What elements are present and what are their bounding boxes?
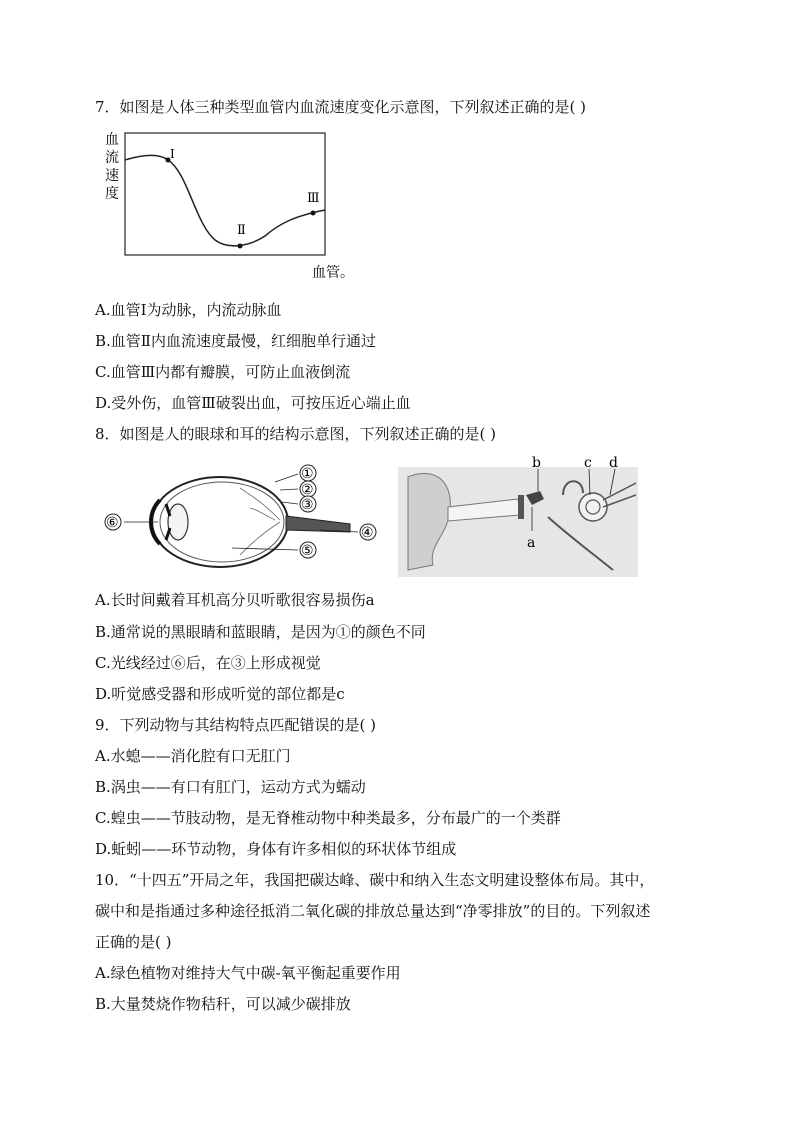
- optic-nerve: [286, 516, 350, 532]
- point-iii: [311, 211, 316, 216]
- point-label-iii: Ⅲ: [307, 191, 320, 206]
- q8-stem: 8．如图是人的眼球和耳的结构示意图，下列叙述正确的是( ): [95, 425, 497, 443]
- q10-stem-line-2: 碳中和是指通过多种途径抵消二氧化碳的排放总量达到“净零排放”的目的。下列叙述: [95, 902, 651, 920]
- eye-label-3: ③: [301, 497, 314, 513]
- eye-label-6: ⑥: [106, 515, 119, 531]
- ear-label-d: d: [609, 455, 618, 471]
- ear-label-c: c: [584, 455, 592, 471]
- q7-option-a: A.血管Ⅰ为动脉，内流动脉血: [95, 301, 282, 319]
- q8-option-c: C.光线经过⑥后，在③上形成视觉: [95, 654, 321, 672]
- graph-frame: [125, 133, 325, 255]
- eye-diagram: [100, 460, 385, 575]
- point-label-i: Ⅰ: [170, 147, 175, 161]
- q7-option-b: B.血管Ⅱ内血流速度最慢，红细胞单行通过: [95, 332, 376, 350]
- q8-option-b: B.通常说的黑眼睛和蓝眼睛，是因为①的颜色不同: [95, 623, 426, 641]
- flow-curve: [125, 156, 325, 246]
- q10-stem-line-1: 10．“十四五”开局之年，我国把碳达峰、碳中和纳入生态文明建设整体布局。其中，: [95, 871, 655, 889]
- q9-option-b: B.涡虫——有口有肛门，运动方式为蠕动: [95, 778, 366, 796]
- ear-label-a: a: [527, 535, 536, 551]
- lens: [168, 504, 188, 540]
- q10-stem-line-3: 正确的是( ): [95, 933, 172, 951]
- eardrum: [518, 495, 524, 519]
- q7-option-c: C.血管Ⅲ内都有瓣膜，可防止血液倒流: [95, 363, 351, 381]
- point-ii: [238, 244, 243, 249]
- q9-option-c: C.蝗虫——节肢动物，是无脊椎动物中种类最多，分布最广的一个类群: [95, 809, 561, 827]
- point-label-ii: Ⅱ: [237, 223, 246, 238]
- cochlea: [579, 493, 607, 521]
- q10-option-a: A.绿色植物对维持大气中碳-氧平衡起重要作用: [95, 964, 401, 982]
- ear-diagram: [398, 455, 638, 577]
- q7-stem: 7．如图是人体三种类型血管内血流速度变化示意图，下列叙述正确的是( ): [95, 98, 587, 116]
- q7-option-d: D.受外伤，血管Ⅲ破裂出血，可按压近心端止血: [95, 394, 411, 412]
- eye-label-5: ⑤: [301, 543, 314, 559]
- q9-option-d: D.蚯蚓——环节动物，身体有许多相似的环状体节组成: [95, 840, 457, 858]
- ear-label-b: b: [532, 455, 541, 471]
- eye-label-1: ①: [301, 466, 314, 482]
- graph-xlabel: 血管。: [312, 265, 354, 281]
- graph-ylabel-4: 度: [105, 186, 119, 202]
- graph-ylabel-3: 速: [105, 168, 119, 184]
- q9-option-a: A.水螅——消化腔有口无肛门: [95, 747, 291, 765]
- graph-ylabel-1: 血: [105, 132, 119, 148]
- q8-option-a: A.长时间戴着耳机高分贝听歌很容易损伤a: [95, 591, 375, 609]
- q9-stem: 9．下列动物与其结构特点匹配错误的是( ): [95, 716, 377, 734]
- eye-label-4: ④: [361, 525, 374, 541]
- q10-option-b: B.大量焚烧作物秸秆，可以减少碳排放: [95, 995, 351, 1013]
- q7-blood-flow-graph: [100, 128, 354, 283]
- graph-ylabel-2: 流: [105, 150, 119, 166]
- q8-option-d: D.听觉感受器和形成听觉的部位都是c: [95, 685, 345, 703]
- eye-label-2: ②: [301, 482, 314, 498]
